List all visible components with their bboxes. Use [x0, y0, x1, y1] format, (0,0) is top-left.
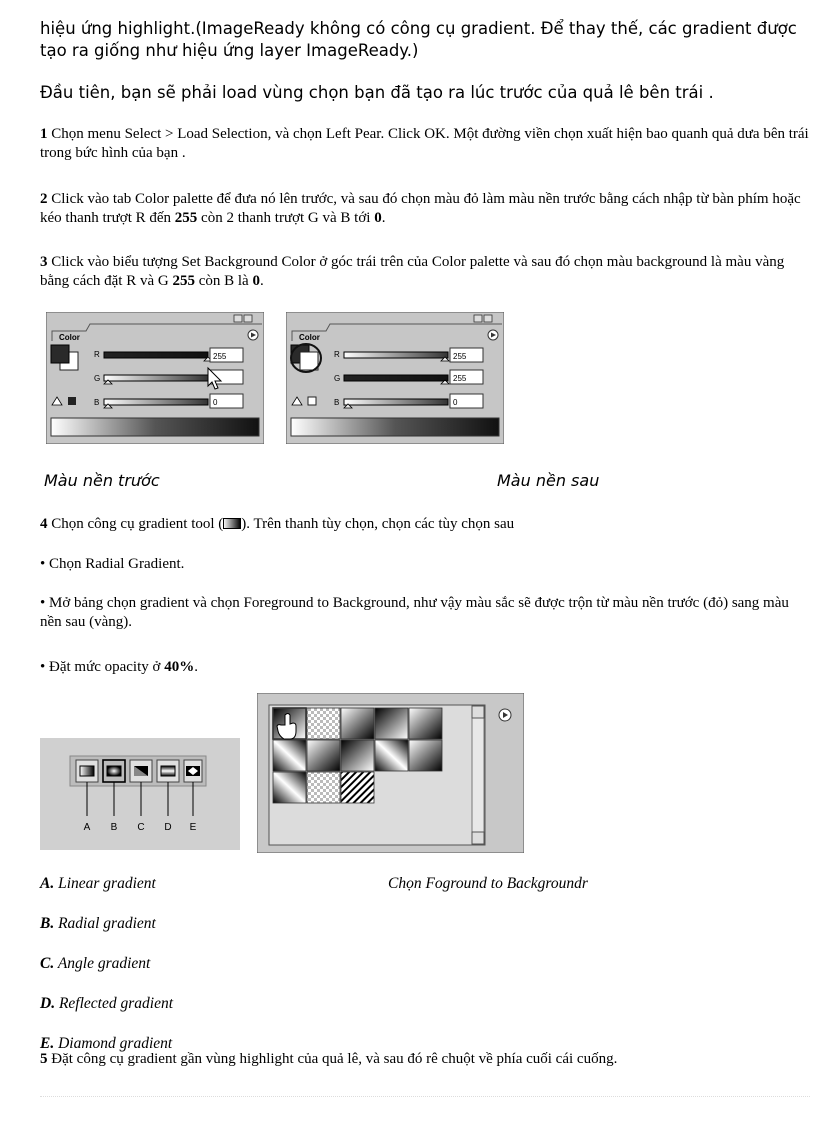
step-number: 4 [40, 516, 48, 532]
b-slider[interactable] [104, 399, 208, 405]
intro-load-selection: Đầu tiên, bạn sẽ phải load vùng chọn bạn đã tạo ra lúc trước của quả lê bên trái . [40, 83, 714, 102]
letter-c: C [137, 822, 145, 833]
color-ramp[interactable] [51, 418, 259, 436]
bullet-text: • Đặt mức opacity ở [40, 659, 165, 675]
r-slider[interactable] [104, 352, 208, 358]
bullet-opacity [40, 658, 810, 677]
gradient-swatch[interactable] [409, 708, 442, 739]
color-panel-foreground [46, 312, 264, 444]
label-letter: D. [40, 995, 56, 1012]
step-4 [40, 515, 810, 534]
caption-background: Màu nền sau [497, 471, 600, 490]
gradient-picker-svg [257, 693, 524, 853]
step-number: 3 [40, 254, 48, 270]
gradient-swatch[interactable] [341, 772, 374, 803]
r-slider[interactable] [344, 352, 448, 358]
letter-d: D [164, 822, 172, 833]
label-angle [40, 955, 150, 973]
gradient-swatch[interactable] [307, 740, 340, 771]
step-5 [40, 1050, 810, 1069]
gradient-swatch[interactable] [273, 740, 306, 771]
gradient-tool-icon [223, 518, 241, 529]
minimize-icon[interactable] [234, 315, 242, 322]
b-slider[interactable] [344, 399, 448, 405]
gradient-swatch[interactable] [273, 772, 306, 803]
label-radial [40, 915, 156, 933]
gradient-swatch[interactable] [341, 740, 374, 771]
page-bottom-rule [40, 1096, 810, 1097]
step-text: còn 2 thanh trượt G và B tới [197, 210, 375, 226]
value-rg: 255 [172, 273, 195, 289]
step-number: 5 [40, 1051, 48, 1067]
step-text: Chọn menu Select > Load Selection, và chọn Left Pear. Click OK. Một đường viền chọn xuất hiện bao quanh quả dưa bên trái trong bức hình của bạn . [40, 126, 809, 161]
step-number: 2 [40, 191, 48, 207]
minimize-icon[interactable] [474, 315, 482, 322]
label-name: Diamond gradient [54, 1035, 173, 1052]
color-panel-background [286, 312, 504, 444]
caption-gradient-picker: Chọn Foground to Backgroundr [388, 875, 588, 892]
intro-paragraph: hiệu ứng highlight.(ImageReady không có công cụ gradient. Để thay thế, các gradient được tạo ra giống như hiệu ứng layer ImageReady.) [40, 19, 797, 60]
label-name: Radial gradient [54, 915, 156, 932]
scrollbar[interactable] [472, 706, 484, 844]
value-gb: 0 [374, 210, 382, 226]
label-name: Linear gradient [54, 875, 156, 892]
label-reflected [40, 995, 173, 1013]
label-name: Angle gradient [54, 955, 151, 972]
close-icon[interactable] [244, 315, 252, 322]
label-letter: E. [40, 1035, 55, 1052]
g-slider[interactable] [104, 375, 208, 381]
gradient-swatch[interactable] [307, 772, 340, 803]
r-label: R [94, 350, 100, 359]
letter-e: E [189, 822, 197, 833]
gradient-swatch[interactable] [307, 708, 340, 739]
g-slider[interactable] [344, 375, 448, 381]
label-letter: A. [40, 875, 55, 892]
toolbar-svg [40, 738, 240, 850]
b-label: B [334, 398, 340, 407]
step-text: Click vào tab Color palette để đưa nó lên trước, và sau đó chọn màu đỏ làm màu nền trước bằng cách nhập từ bàn phím hoặc kéo thanh trượt R đến [40, 191, 801, 226]
r-value: 255 [213, 352, 227, 361]
b-value: 0 [213, 398, 218, 407]
step-text: Chọn công cụ gradient tool ( [47, 516, 224, 532]
label-linear [40, 875, 156, 893]
step-2 [40, 190, 810, 228]
color-panel-svg [46, 312, 264, 444]
caption-foreground: Màu nền trước [44, 471, 160, 490]
g-value: 255 [453, 374, 467, 383]
gradient-swatch[interactable] [375, 740, 408, 771]
panel-tab-label[interactable]: Color [299, 333, 320, 342]
gradient-swatch[interactable] [375, 708, 408, 739]
color-panel-svg [286, 312, 504, 444]
b-value: 0 [453, 398, 458, 407]
panel-tab-label[interactable]: Color [59, 333, 80, 342]
b-label: B [94, 398, 100, 407]
gradient-swatch[interactable] [341, 708, 374, 739]
step-3 [40, 253, 810, 291]
step-text: . [259, 273, 264, 289]
foreground-swatch[interactable] [51, 345, 69, 363]
gradient-swatch[interactable] [409, 740, 442, 771]
step-text: ). Trên thanh tùy chọn, chọn các tùy chọn sau [241, 516, 515, 532]
label-name: Reflected gradient [55, 995, 174, 1012]
gamut-swatch [68, 397, 76, 405]
background-swatch[interactable] [300, 352, 318, 370]
letter-b: B [110, 822, 118, 833]
value-b: 0 [252, 273, 260, 289]
close-icon[interactable] [484, 315, 492, 322]
step-text: . [381, 210, 386, 226]
bullet-radial: • Chọn Radial Gradient. [40, 556, 185, 572]
step-text: Click vào biểu tượng Set Background Color ở góc trái trên của Color palette và sau đó chọn màu background là màu vàng bằng cách đặt R và G [40, 254, 785, 289]
label-letter: B. [40, 915, 55, 932]
g-label: G [94, 374, 101, 383]
color-ramp[interactable] [291, 418, 499, 436]
step-1 [40, 125, 810, 163]
r-label: R [334, 350, 340, 359]
step-number: 1 [40, 126, 48, 142]
bullet-foreground-to-background: • Mở bảng chọn gradient và chọn Foreground to Background, như vậy màu sắc sẽ được trộn từ màu nền trước (đỏ) sang màu nền sau (vàng). [40, 595, 789, 630]
step-text: còn B là [194, 273, 253, 289]
g-label: G [334, 374, 341, 383]
label-letter: C. [40, 955, 55, 972]
letter-a: A [83, 822, 91, 833]
step-text: Đặt công cụ gradient gần vùng highlight của quả lê, và sau đó rê chuột về phía cuối cái cuống. [47, 1051, 618, 1067]
gamut-swatch [308, 397, 316, 405]
gradient-picker [257, 693, 524, 853]
opacity-value: 40% [164, 659, 195, 675]
value-r: 255 [174, 210, 198, 226]
gradient-type-toolbar [40, 738, 240, 850]
r-value: 255 [453, 352, 467, 361]
scroll-up-arrow-icon[interactable] [472, 706, 484, 718]
bullet-end: . [194, 659, 198, 675]
scroll-down-arrow-icon[interactable] [472, 832, 484, 844]
